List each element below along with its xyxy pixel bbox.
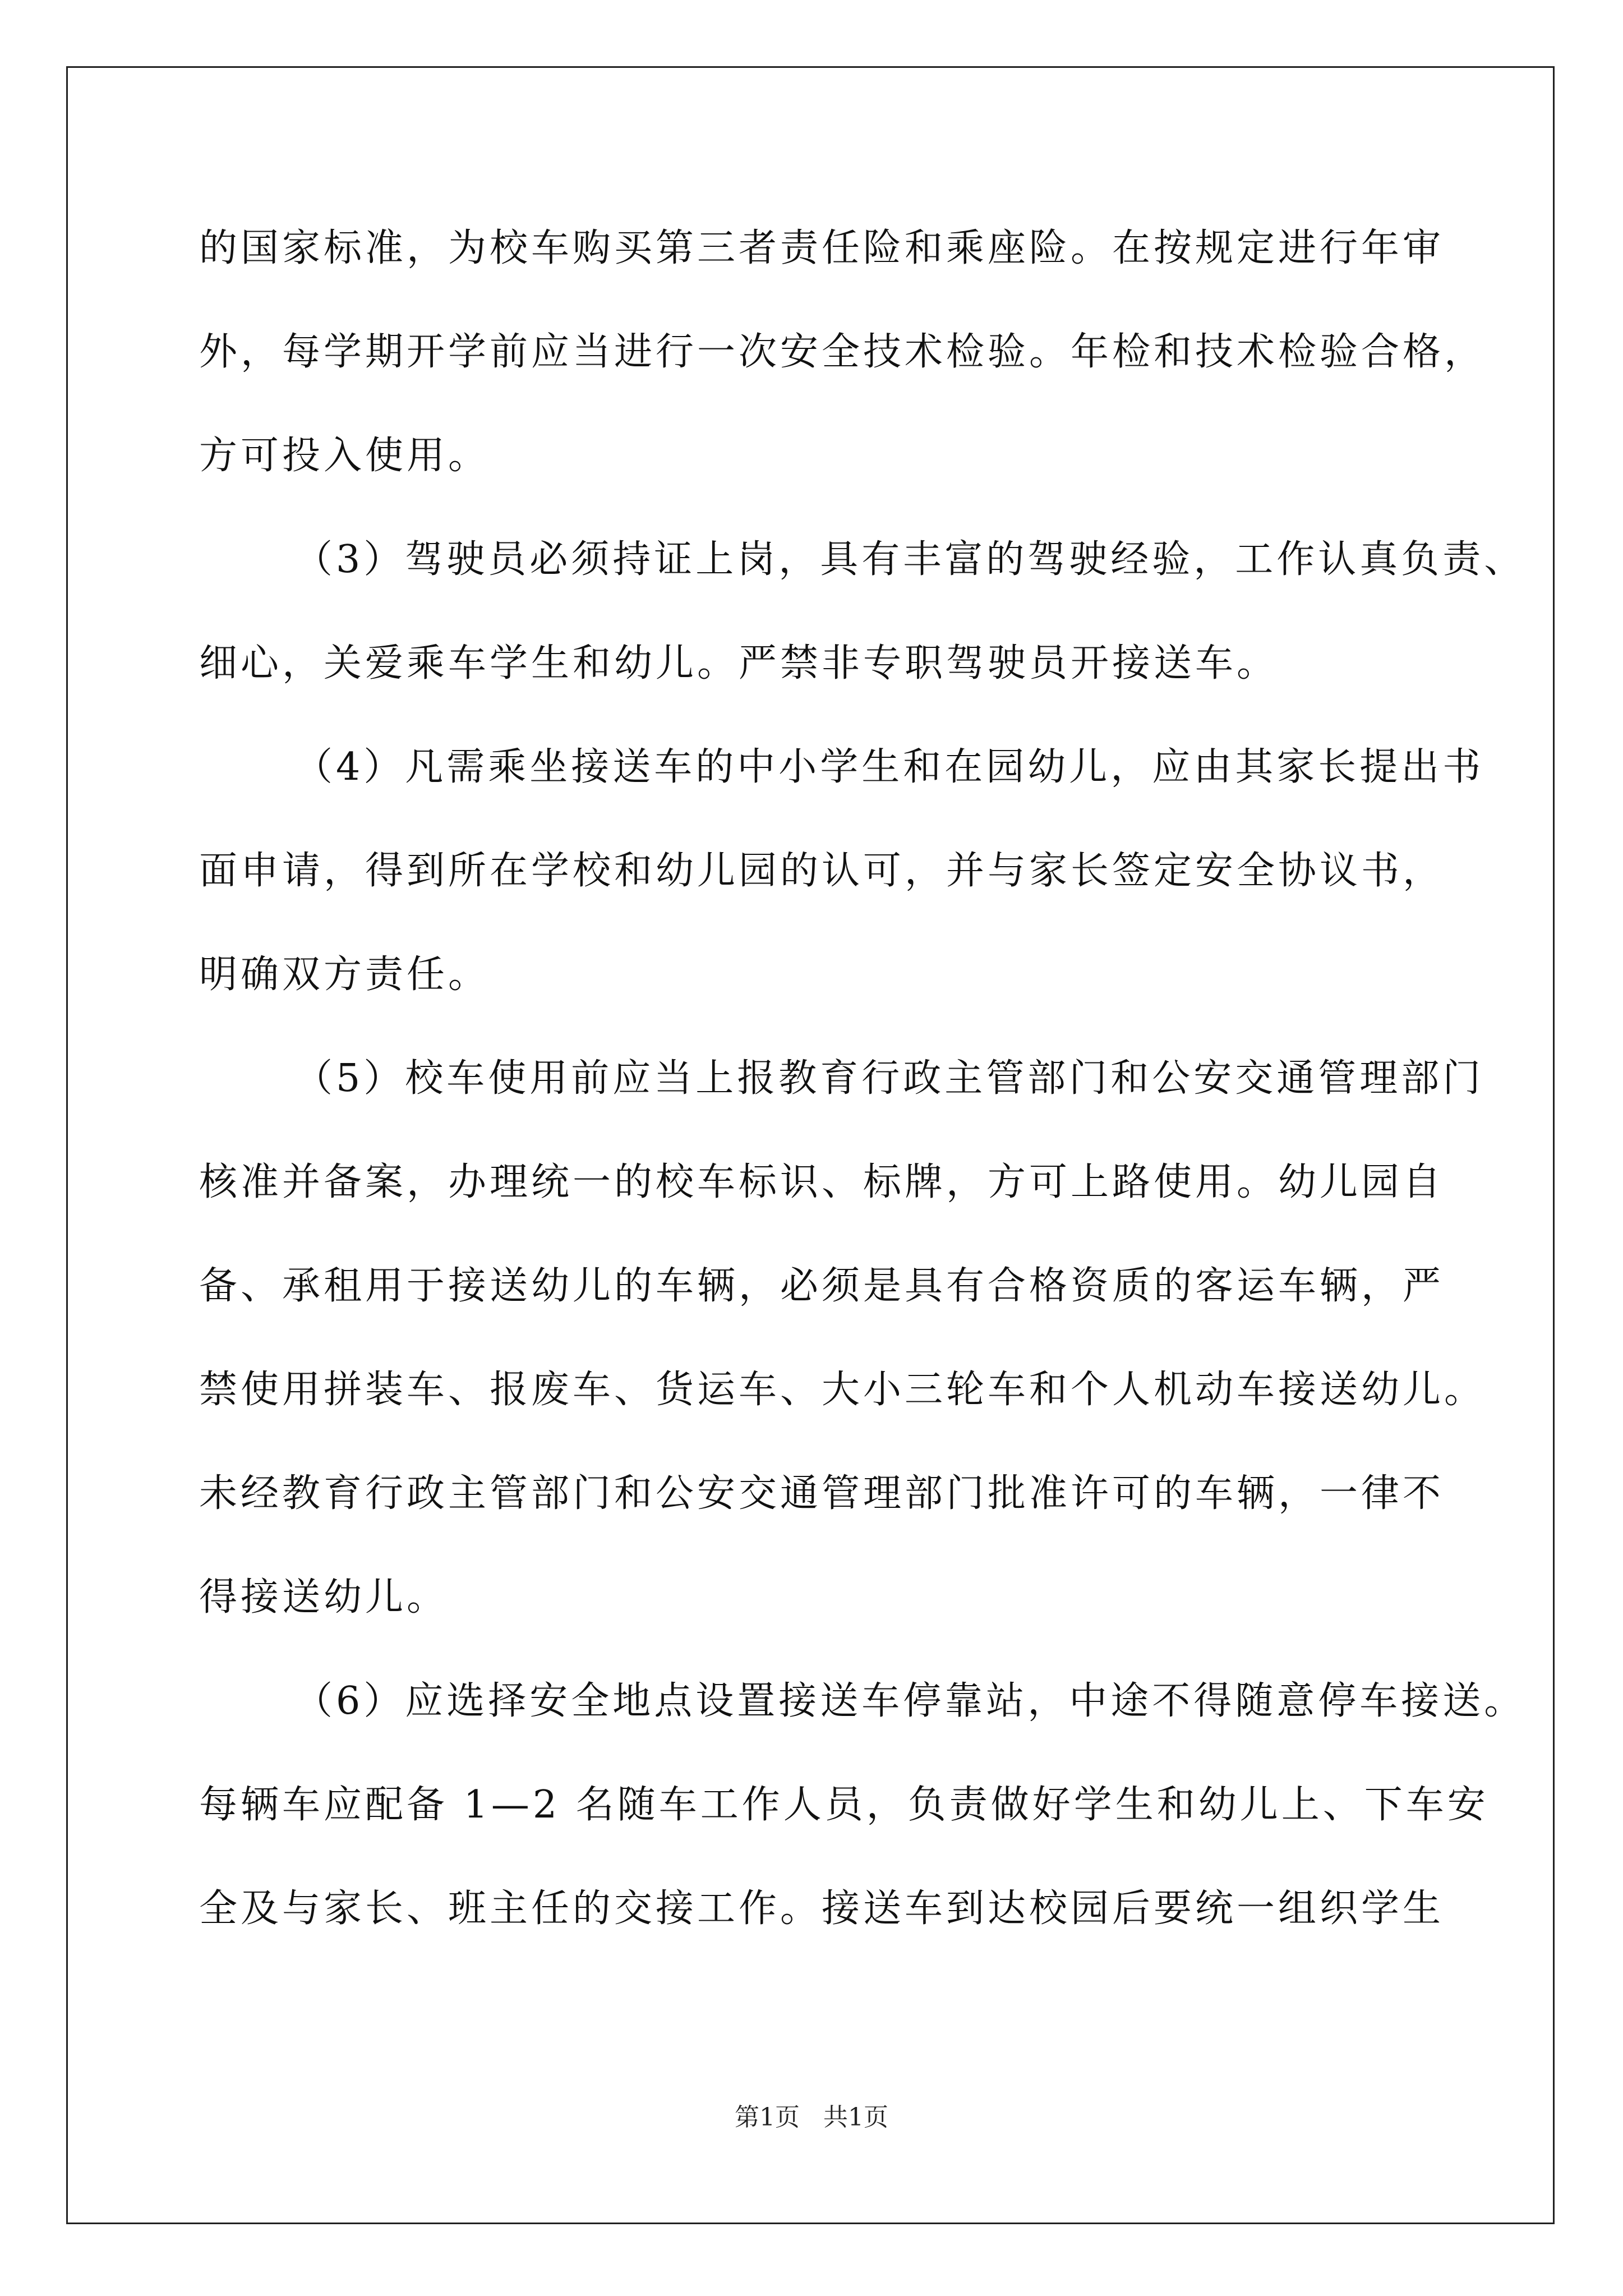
text-line-14: 得接送幼儿。 (199, 1575, 449, 1619)
text-line-3: 方可投入使用。 (199, 434, 490, 478)
text-line-13: 未经教育行政主管部门和公安交通管理部门批准许可的车辆，一律不 (199, 1471, 1445, 1516)
text-line-16: 每辆车应配备 1—2 名随车工作人员，负责做好学生和幼儿上、下车安 (199, 1783, 1489, 1827)
page-number-total: 共1页 (823, 2103, 888, 2132)
text-line-11: 备、承租用于接送幼儿的车辆，必须是具有合格资质的客运车辆，严 (199, 1264, 1445, 1308)
text-line-1: 的国家标准，为校车购买第三者责任险和乘座险。在按规定进行年审 (199, 226, 1445, 270)
text-line-7: 面申请，得到所在学校和幼儿园的认可，并与家长签定安全协议书， (199, 849, 1445, 893)
text-line-4: （3）驾驶员必须持证上岗，具有丰富的驾驶经验，工作认真负责、 (294, 537, 1526, 582)
text-line-17: 全及与家长、班主任的交接工作。接送车到达校园后要统一组织学生 (199, 1887, 1445, 1931)
text-line-10: 核准并备案，办理统一的校车标识、标牌，方可上路使用。幼儿园自 (199, 1160, 1445, 1204)
page-footer (0, 2101, 1623, 2134)
text-line-9: （5）校车使用前应当上报教育行政主管部门和公安交通管理部门 (294, 1056, 1484, 1101)
text-line-5: 细心，关爱乘车学生和幼儿。严禁非专职驾驶员开接送车。 (199, 641, 1279, 685)
text-line-12: 禁使用拼装车、报废车、货运车、大小三轮车和个人机动车接送幼儿。 (199, 1368, 1486, 1412)
text-line-2: 外，每学期开学前应当进行一次安全技术检验。年检和技术检验合格， (199, 330, 1486, 374)
text-line-6: （4）凡需乘坐接送车的中小学生和在园幼儿，应由其家长提出书 (294, 745, 1484, 789)
text-line-8: 明确双方责任。 (199, 953, 490, 997)
text-line-15: （6）应选择安全地点设置接送车停靠站，中途不得随意停车接送。 (294, 1679, 1526, 1723)
page-number-current: 第1页 (735, 2103, 800, 2132)
